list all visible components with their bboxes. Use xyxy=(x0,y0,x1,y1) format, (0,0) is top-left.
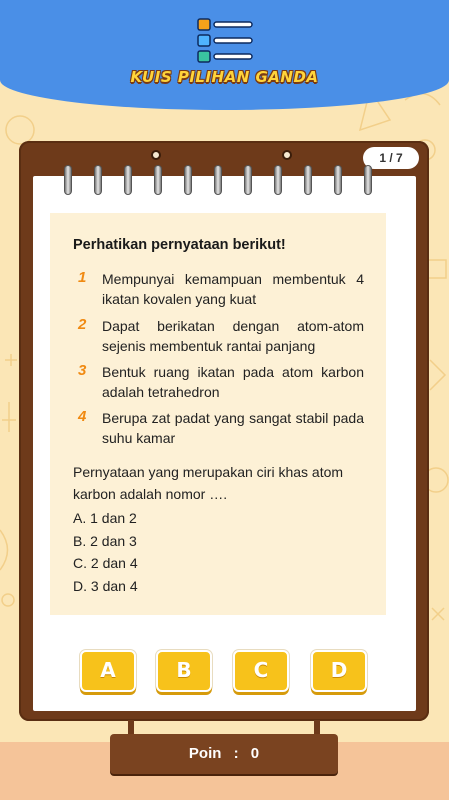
statement-number: 2 xyxy=(78,316,87,333)
statement-number: 3 xyxy=(78,362,87,379)
answer-options-list xyxy=(73,507,365,597)
ring xyxy=(64,165,72,195)
answer-d-button[interactable]: D xyxy=(311,650,367,692)
option-a: A. 1 dan 2 xyxy=(73,510,137,526)
statement-number: 4 xyxy=(78,408,87,425)
question-card xyxy=(50,213,386,615)
header-banner xyxy=(0,0,449,110)
statement-text: Bentuk ruang ikatan pada atom karbon adalah tetrahedron xyxy=(102,364,364,400)
board-pin-right xyxy=(282,150,292,160)
score-display xyxy=(110,734,338,774)
ring xyxy=(274,165,282,195)
page-title: KUIS PILIHAN GANDA xyxy=(130,68,319,86)
answer-a-button[interactable]: A xyxy=(80,650,136,692)
question-progress-badge: 1 / 7 xyxy=(363,147,419,169)
option-b: B. 2 dan 3 xyxy=(73,532,137,549)
score-label: Poin xyxy=(188,745,222,762)
ring xyxy=(154,165,162,195)
option-c: C. 2 dan 4 xyxy=(73,555,138,571)
notepad-rings xyxy=(54,165,394,199)
statement-text: Mempunyai kemampuan membentuk 4 ikatan kovalen yang kuat xyxy=(102,271,364,307)
statement-text: Berupa zat padat yang sangat stabil pada suhu kamar xyxy=(102,410,364,446)
ring xyxy=(364,165,372,195)
score-value: 0 xyxy=(250,745,260,762)
score-separator: : xyxy=(233,745,239,762)
ring xyxy=(334,165,342,195)
option-d: D. 3 dan 4 xyxy=(73,577,138,594)
question-title: Perhatikan pernyataan berikut! xyxy=(73,237,286,253)
statement-number: 1 xyxy=(78,269,87,286)
ring xyxy=(304,165,312,195)
ring xyxy=(124,165,132,195)
ring xyxy=(244,165,252,195)
answer-buttons xyxy=(0,650,449,692)
board-pin-left xyxy=(151,150,161,160)
ring xyxy=(184,165,192,195)
answer-b-button[interactable]: B xyxy=(156,650,212,692)
question-prompt: Pernyataan yang merupakan ciri khas atom karbon adalah nomor …. xyxy=(73,464,344,502)
answer-c-button[interactable]: C xyxy=(233,650,289,692)
quiz-list-icon xyxy=(196,18,254,64)
ring xyxy=(94,165,102,195)
statement-text: Dapat berikatan dengan atom-atom sejenis membentuk rantai panjang xyxy=(102,318,364,354)
ring xyxy=(214,165,222,195)
